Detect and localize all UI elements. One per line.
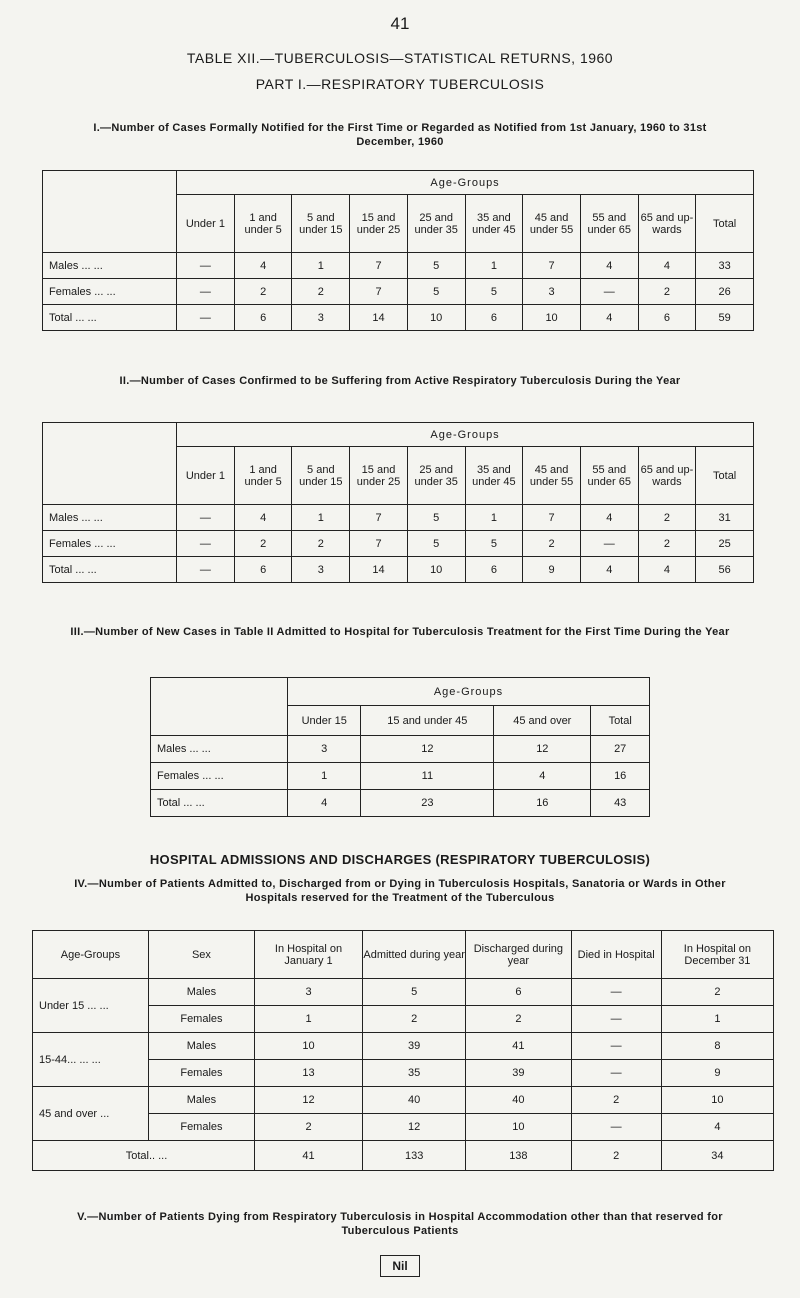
- age-group-label: Under 15 ... ...: [33, 979, 149, 1033]
- cell: 4: [580, 253, 638, 279]
- cell: 10: [466, 1114, 571, 1141]
- cell: 2: [466, 1006, 571, 1033]
- row-label-header: [43, 423, 177, 505]
- cell: 133: [363, 1141, 466, 1171]
- row-label: Total ... ...: [43, 305, 177, 331]
- column-header: 45 and under 55: [523, 447, 581, 505]
- section2-heading: II.—Number of Cases Confirmed to be Suffering from Active Respiratory Tuberculosis During the Year: [119, 375, 681, 387]
- column-header: Sex: [148, 931, 254, 979]
- cell: 2: [571, 1087, 661, 1114]
- row-label: Males ... ...: [151, 736, 288, 763]
- cell: 12: [255, 1087, 363, 1114]
- sex-cell: Males: [148, 1087, 254, 1114]
- part-title: PART I.—RESPIRATORY TUBERCULOSIS: [255, 76, 545, 92]
- cell: 3: [292, 305, 350, 331]
- cell: 1: [287, 763, 361, 790]
- cell: 40: [363, 1087, 466, 1114]
- cell: 12: [363, 1114, 466, 1141]
- column-header: 65 and up-wards: [638, 195, 696, 253]
- column-header: 45 and over: [494, 706, 591, 736]
- cell: 3: [255, 979, 363, 1006]
- cell: 4: [494, 763, 591, 790]
- column-header: 25 and under 35: [407, 195, 465, 253]
- cell: 6: [234, 305, 292, 331]
- section1-heading: I.—Number of Cases Formally Notified for the First Time or Regarded as Notified from 1st January, 1960 to 31st December, 1960: [93, 122, 707, 148]
- cell: 6: [465, 557, 523, 583]
- cell: 12: [361, 736, 494, 763]
- table-row-total: [43, 557, 754, 583]
- table-row-total: [151, 790, 650, 817]
- cell: 39: [466, 1060, 571, 1087]
- cell: 1: [661, 1006, 773, 1033]
- hospital-heading: HOSPITAL ADMISSIONS AND DISCHARGES (RESPIRATORY TUBERCULOSIS): [149, 852, 651, 867]
- cell: 4: [580, 305, 638, 331]
- column-header: Discharged during year: [466, 931, 571, 979]
- cell: 39: [363, 1033, 466, 1060]
- column-header: 15 and under 25: [350, 447, 408, 505]
- column-header: Under 15: [287, 706, 361, 736]
- cell: 41: [255, 1141, 363, 1171]
- column-header: Total: [696, 195, 754, 253]
- cell: 3: [292, 557, 350, 583]
- cell: 10: [407, 557, 465, 583]
- cell: 7: [350, 279, 408, 305]
- cell: 2: [661, 979, 773, 1006]
- cell: 2: [363, 1006, 466, 1033]
- cell: 1: [292, 505, 350, 531]
- cell: 5: [465, 531, 523, 557]
- column-header: Total: [696, 447, 754, 505]
- table-row: [151, 763, 650, 790]
- column-header: 35 and under 45: [465, 195, 523, 253]
- row-label-header: [151, 678, 288, 736]
- column-header: 1 and under 5: [234, 195, 292, 253]
- row-label: Males ... ...: [43, 505, 177, 531]
- cell: 6: [638, 305, 696, 331]
- cell: 56: [696, 557, 754, 583]
- sex-cell: Males: [148, 979, 254, 1006]
- cell: 16: [591, 763, 650, 790]
- cell: 25: [696, 531, 754, 557]
- cell: 4: [234, 505, 292, 531]
- cell: 12: [494, 736, 591, 763]
- cell: —: [177, 305, 235, 331]
- section5-heading: V.—Number of Patients Dying from Respiratory Tuberculosis in Hospital Accommodation other than that reserved for Tuberculous Patients: [77, 1211, 723, 1237]
- cell: 59: [696, 305, 754, 331]
- table-row: [151, 736, 650, 763]
- cell: 31: [696, 505, 754, 531]
- column-header: Under 1: [177, 195, 235, 253]
- table-title: TABLE XII.—TUBERCULOSIS—STATISTICAL RETURNS, 1960: [186, 50, 614, 66]
- cell: 1: [465, 505, 523, 531]
- sex-cell: Females: [148, 1060, 254, 1087]
- column-header: In Hospital on January 1: [255, 931, 363, 979]
- cell: 33: [696, 253, 754, 279]
- cell: 2: [292, 531, 350, 557]
- cell: 6: [234, 557, 292, 583]
- age-groups-header: Age-Groups: [177, 171, 754, 195]
- table-row: [33, 979, 774, 1006]
- cell: 10: [523, 305, 581, 331]
- cell: 34: [661, 1141, 773, 1171]
- row-label: Females ... ...: [43, 531, 177, 557]
- cell: 5: [465, 279, 523, 305]
- cell: 4: [580, 505, 638, 531]
- sex-cell: Males: [148, 1033, 254, 1060]
- row-label: Total ... ...: [43, 557, 177, 583]
- row-label: Males ... ...: [43, 253, 177, 279]
- table-row: [43, 253, 754, 279]
- column-header: 65 and up-wards: [638, 447, 696, 505]
- cell: 10: [407, 305, 465, 331]
- cell: 9: [661, 1060, 773, 1087]
- table-row: [43, 505, 754, 531]
- cell: 6: [465, 305, 523, 331]
- cell: 1: [255, 1006, 363, 1033]
- total-label: Total.. ...: [33, 1141, 255, 1171]
- section1-table: [42, 170, 754, 331]
- cell: —: [177, 279, 235, 305]
- column-header: Age-Groups: [33, 931, 149, 979]
- age-group-label: 45 and over ...: [33, 1087, 149, 1141]
- cell: —: [177, 505, 235, 531]
- cell: 10: [661, 1087, 773, 1114]
- cell: 6: [466, 979, 571, 1006]
- cell: 138: [466, 1141, 571, 1171]
- cell: —: [177, 253, 235, 279]
- column-header: Died in Hospital: [571, 931, 661, 979]
- cell: —: [580, 279, 638, 305]
- column-header: 35 and under 45: [465, 447, 523, 505]
- age-groups-header: Age-Groups: [177, 423, 754, 447]
- cell: 13: [255, 1060, 363, 1087]
- cell: 2: [638, 279, 696, 305]
- age-groups-header: Age-Groups: [287, 678, 649, 706]
- cell: 8: [661, 1033, 773, 1060]
- cell: 7: [350, 505, 408, 531]
- row-label-header: [43, 171, 177, 253]
- table-row: [33, 1087, 774, 1114]
- section4-column-headers: [33, 931, 774, 979]
- nil-value: Nil: [380, 1255, 420, 1277]
- cell: 2: [523, 531, 581, 557]
- cell: 2: [638, 505, 696, 531]
- cell: 5: [363, 979, 466, 1006]
- sex-cell: Females: [148, 1006, 254, 1033]
- cell: 4: [638, 557, 696, 583]
- cell: 7: [523, 505, 581, 531]
- column-header: 5 and under 15: [292, 447, 350, 505]
- cell: 4: [661, 1114, 773, 1141]
- cell: —: [571, 979, 661, 1006]
- cell: 2: [571, 1141, 661, 1171]
- column-header: 1 and under 5: [234, 447, 292, 505]
- sex-cell: Females: [148, 1114, 254, 1141]
- column-header: Under 1: [177, 447, 235, 505]
- cell: 2: [638, 531, 696, 557]
- column-header: 25 and under 35: [407, 447, 465, 505]
- cell: 7: [350, 531, 408, 557]
- cell: 3: [523, 279, 581, 305]
- column-header: 15 and under 45: [361, 706, 494, 736]
- cell: 9: [523, 557, 581, 583]
- table-row: [43, 279, 754, 305]
- column-header: Admitted during year: [363, 931, 466, 979]
- cell: 43: [591, 790, 650, 817]
- cell: 10: [255, 1033, 363, 1060]
- section3-table: [150, 677, 650, 817]
- cell: 2: [234, 531, 292, 557]
- cell: —: [177, 531, 235, 557]
- cell: 11: [361, 763, 494, 790]
- cell: —: [571, 1114, 661, 1141]
- cell: —: [571, 1060, 661, 1087]
- cell: 4: [638, 253, 696, 279]
- cell: 4: [580, 557, 638, 583]
- table-row: [43, 531, 754, 557]
- cell: 7: [523, 253, 581, 279]
- row-label: Total ... ...: [151, 790, 288, 817]
- cell: 3: [287, 736, 361, 763]
- table-row-total: [33, 1141, 774, 1171]
- cell: 4: [287, 790, 361, 817]
- cell: —: [571, 1033, 661, 1060]
- table-row-total: [43, 305, 754, 331]
- cell: 5: [407, 505, 465, 531]
- column-header: 15 and under 25: [350, 195, 408, 253]
- cell: 1: [292, 253, 350, 279]
- cell: 2: [292, 279, 350, 305]
- section3-heading: III.—Number of New Cases in Table II Admitted to Hospital for Tuberculosis Treatment for the First Time During the Year: [70, 626, 730, 638]
- cell: 35: [363, 1060, 466, 1087]
- page-number: 41: [390, 14, 410, 33]
- column-header: 55 and under 65: [580, 447, 638, 505]
- cell: 16: [494, 790, 591, 817]
- column-header: 45 and under 55: [523, 195, 581, 253]
- cell: —: [177, 557, 235, 583]
- column-header: 5 and under 15: [292, 195, 350, 253]
- cell: —: [571, 1006, 661, 1033]
- section2-table: [42, 422, 754, 583]
- cell: 1: [465, 253, 523, 279]
- row-label: Females ... ...: [151, 763, 288, 790]
- column-header: Total: [591, 706, 650, 736]
- cell: 2: [234, 279, 292, 305]
- cell: 14: [350, 305, 408, 331]
- cell: —: [580, 531, 638, 557]
- column-header: In Hospital on December 31: [661, 931, 773, 979]
- cell: 14: [350, 557, 408, 583]
- cell: 5: [407, 531, 465, 557]
- cell: 41: [466, 1033, 571, 1060]
- cell: 5: [407, 279, 465, 305]
- cell: 2: [255, 1114, 363, 1141]
- age-group-label: 15-44... ... ...: [33, 1033, 149, 1087]
- cell: 7: [350, 253, 408, 279]
- cell: 40: [466, 1087, 571, 1114]
- section4-table: [32, 930, 774, 1171]
- cell: 27: [591, 736, 650, 763]
- row-label: Females ... ...: [43, 279, 177, 305]
- section4-heading: IV.—Number of Patients Admitted to, Discharged from or Dying in Tuberculosis Hospitals, Sanatoria or Wards in Other Hospitals reserved for the Treatment of the Tuberculous: [74, 878, 726, 904]
- cell: 23: [361, 790, 494, 817]
- cell: 5: [407, 253, 465, 279]
- cell: 4: [234, 253, 292, 279]
- cell: 26: [696, 279, 754, 305]
- table-row: [33, 1033, 774, 1060]
- column-header: 55 and under 65: [580, 195, 638, 253]
